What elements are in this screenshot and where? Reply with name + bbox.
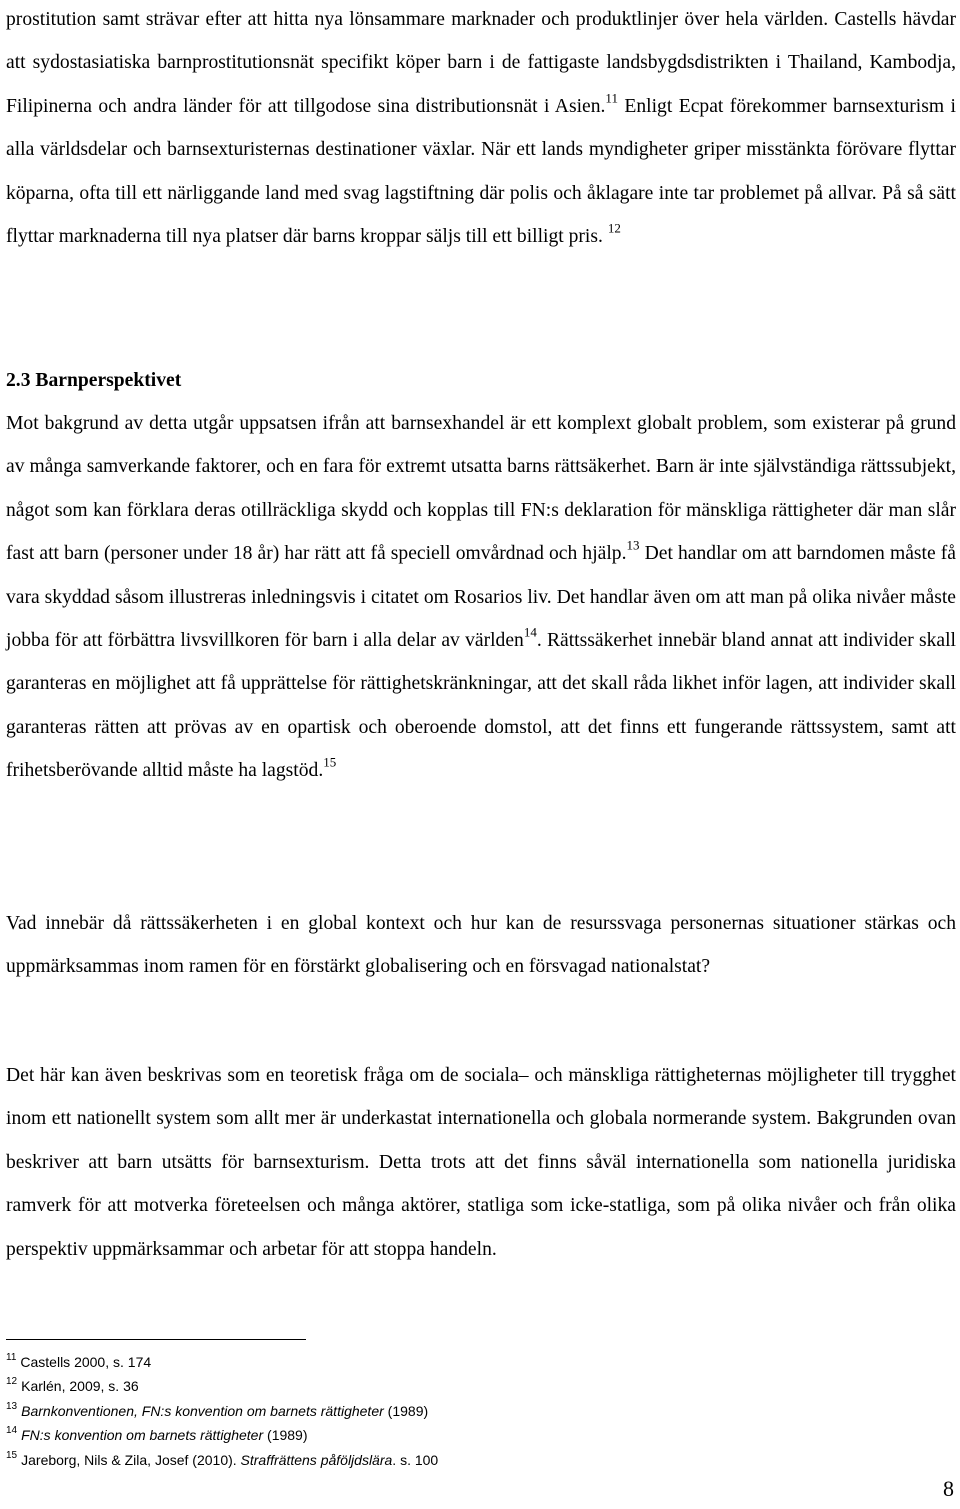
footnote-number: 15 <box>6 1449 18 1461</box>
paragraph-text: prostitution samt strävar efter att hitta nya lönsammare marknader och produktlinjer över hela världen. Castells hävdar att sydostasiatiska barnprostitutionsnät specifikt köper barn i de fattigaste landsbygdsdistrikten i Thailand, Kambodja, Filipinerna och andra länder för att tillgodose sina distributionsnät i Asien. <box>6 9 956 117</box>
footnote-item <box>6 1423 906 1447</box>
footnote-text: (1989) <box>263 1427 308 1444</box>
paragraph-text: Mot bakgrund av detta utgår uppsatsen ifrån att barnsexhandel är ett komplext globalt problem, som existerar på grund av många samverkande faktorer, och en fara för extremt utsatta barns rättsäkerhet. Barn är inte självständiga rättssubjekt, något som kan förklara deras otillräckliga skydd och kopplas till FN:s deklaration för mänskliga rättigheter där man slår fast att barn (personer under 18 år) har rätt att få speciell omvårdnad och hjälp. <box>6 413 956 565</box>
footnote-list <box>6 1350 906 1472</box>
footnote-italic-title: FN:s konvention om barnets rättigheter <box>21 1427 264 1444</box>
body-paragraph: Det här kan även beskrivas som en teoretisk fråga om de sociala– och mänskliga rättigheternas möjligheter till trygghet inom ett nationellt system som allt mer är underkastat internationella och globala normerande system. Bakgrunden ovan beskriver att barn utsätts för barnsexturism. Detta trots att det finns såväl internationella som nationella juridiska ramverk för att motverka företeelsen och många aktörer, statliga som icke-statliga, som på olika nivåer och från olika perspektiv uppmärksammar och arbetar för att stoppa handeln. <box>6 1065 956 1260</box>
footnote-reference[interactable]: 11 <box>605 90 618 106</box>
paragraph-text: Enligt Ecpat förekommer barnsexturism i alla världsdelar och barnsexturisternas destinationer växlar. När ett lands myndigheter griper misstänkta förövare flyttar köparna, ofta till ett närliggande land med svag lagstiftning där polis och åklagare inte tar problemet på allvar. På så sätt flyttar marknaderna till nya platser där barns kroppar säljs till ett billigt pris. <box>6 95 956 248</box>
footnote-text: Jareborg, Nils & Zila, Josef (2010). <box>21 1451 241 1468</box>
footnote-reference[interactable]: 15 <box>323 754 337 770</box>
footnote-reference[interactable]: 12 <box>607 220 621 236</box>
footnote-text: . s. 100 <box>392 1451 439 1468</box>
footnote-number: 13 <box>6 1400 18 1412</box>
footnote-separator <box>6 1339 306 1340</box>
footnote-item <box>6 1448 906 1472</box>
footnote-text: Karlén, 2009, s. 36 <box>21 1378 139 1395</box>
footnote-item <box>6 1350 906 1374</box>
footnote-reference[interactable]: 13 <box>626 537 640 553</box>
footnote-reference[interactable]: 14 <box>523 624 537 640</box>
footnote-italic-title: Straffrättens påföljdslära <box>240 1451 393 1468</box>
paragraph-text: Det handlar om att barndomen måste få vara skyddad såsom illustreras inledningsvis i citatet om Rosarios liv. Det handlar även om att man på olika nivåer måste jobba för att förbättra livsvillkoren för barn i alla delar av världen <box>6 543 956 652</box>
footnote-text: (1989) <box>383 1402 429 1419</box>
footnote-number: 14 <box>6 1425 18 1437</box>
footnote-text: Castells 2000, s. 174 <box>20 1354 152 1370</box>
body-paragraph <box>6 0 956 258</box>
footnote-number: 12 <box>6 1376 18 1388</box>
paragraph-text: . Rättssäkerhet innebär bland annat att individer skall garanteras en möjlighet att få upprättelse för rättighetskränkningar, att det skall råda likhet inför lagen, att individer skall garanteras rätten att prövas av en opartisk och oberoende domstol, att det finns ett fungerande rättssystem, samt att frihetsberövande alltid måste ha lagstöd. <box>6 630 956 782</box>
footnote-item <box>6 1399 906 1423</box>
footnote-italic-title: Barnkonventionen, FN:s konvention om barnets rättigheter <box>21 1402 384 1419</box>
body-paragraph: Vad innebär då rättssäkerheten i en global kontext och hur kan de resurssvaga personernas situationer stärkas och uppmärksammas inom ramen för en förstärkt globalisering och en försvagad nationalstat? <box>6 913 956 978</box>
footnote-number: 11 <box>6 1352 17 1363</box>
footnote-item <box>6 1374 906 1398</box>
section-heading: 2.3 Barnperspektivet <box>6 370 182 391</box>
page-number: 8 <box>943 1476 954 1501</box>
body-paragraph <box>6 402 956 793</box>
